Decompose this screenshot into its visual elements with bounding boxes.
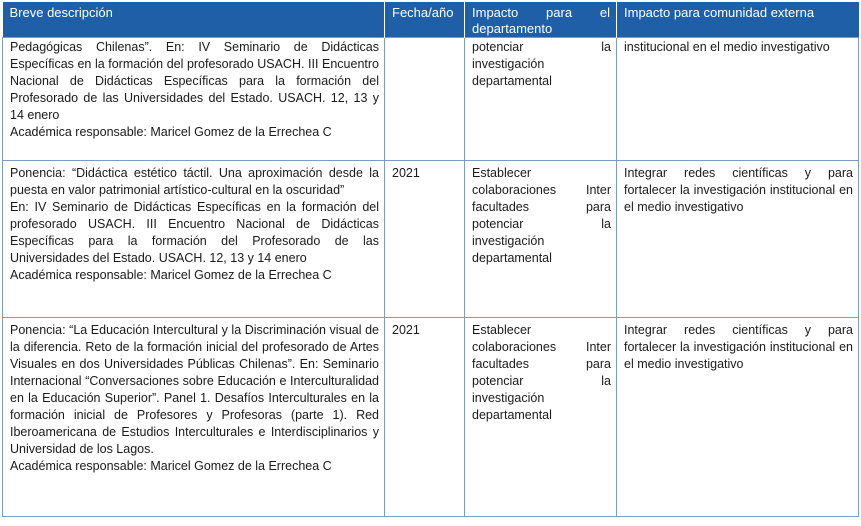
academica-responsable: Académica responsable: Maricel Gomez de la Errechea C (10, 459, 332, 473)
cell-descripcion (3, 38, 385, 161)
impacto-externa-text: Integrar redes científicas y para fortalecer la investigación institucional en el medio investigativo (624, 166, 853, 214)
impacto-departamento-text: Establecer colaboraciones Inter facultades para potenciar la investigación departamental (472, 166, 611, 265)
impacto-departamento-text: Establecer colaboraciones Inter facultades para potenciar la investigación departamental (472, 323, 611, 422)
descripcion-text: Pedagógicas Chilenas”. En: IV Seminario de Didácticas Específicas en la formación del profesorado USACH. III Encuentro Nacional de Didácticas Específicas para la formación del Profesorado de las Universidades del Estado. USACH. 12, 13 y 14 enero (10, 40, 379, 122)
table-row (3, 161, 859, 318)
descripcion-text: Ponencia: “La Educación Intercultural y la Discriminación visual de la diferencia. Reto de la formación inicial del profesorado de Artes Visuales en dos Universidades Públicas Chilenas”. En: Seminario Internacional “Conversaciones sobre Educación e Interculturalidad en la Educación Superior”. Panel 1. Desafíos Interculturales en la formación inicial de Profesores y Profesoras (parte 1). Red Iberoamericana de Estudios Interculturales e Interdisciplinarios y Universidad de los Lagos. (10, 323, 379, 456)
cell-descripcion (3, 161, 385, 318)
table-header-row (3, 2, 859, 38)
cell-impacto-externa (617, 38, 859, 161)
academica-responsable: Académica responsable: Maricel Gomez de la Errechea C (10, 125, 332, 139)
impacto-externa-text: Integrar redes científicas y para fortalecer la investigación institucional en el medio investigativo (624, 323, 853, 371)
activities-table (2, 2, 859, 517)
descripcion-text: En: IV Seminario de Didácticas Específicas en la formación del profesorado USACH. III Encuentro Nacional de Didácticas Específicas para la formación del Profesorado de las Universidades del Estado. USACH. 12, 13 y 14 enero (10, 200, 379, 265)
cell-impacto-externa (617, 318, 859, 517)
cell-fecha: 2021 (385, 318, 465, 517)
cell-impacto-externa (617, 161, 859, 318)
impacto-departamento-text: potenciar la investigación departamental (472, 40, 611, 88)
academica-responsable: Académica responsable: Maricel Gomez de la Errechea C (10, 268, 332, 282)
descripcion-text: Ponencia: “Didáctica estético táctil. Una aproximación desde la puesta en valor patrimonial artístico-cultural en la oscuridad” (10, 166, 379, 197)
cell-descripcion (3, 318, 385, 517)
table-row (3, 318, 859, 517)
header-impacto-departamento: Impacto para el departamento (465, 2, 617, 38)
header-fecha-ano: Fecha/año (385, 2, 465, 38)
header-impacto-comunidad-externa: Impacto para comunidad externa (617, 2, 859, 38)
impacto-externa-text: institucional en el medio investigativo (624, 40, 830, 54)
cell-impacto-departamento (465, 38, 617, 161)
cell-fecha (385, 38, 465, 161)
header-breve-descripcion: Breve descripción (3, 2, 385, 38)
cell-impacto-departamento (465, 161, 617, 318)
table-row (3, 38, 859, 161)
cell-fecha: 2021 (385, 161, 465, 318)
cell-impacto-departamento (465, 318, 617, 517)
